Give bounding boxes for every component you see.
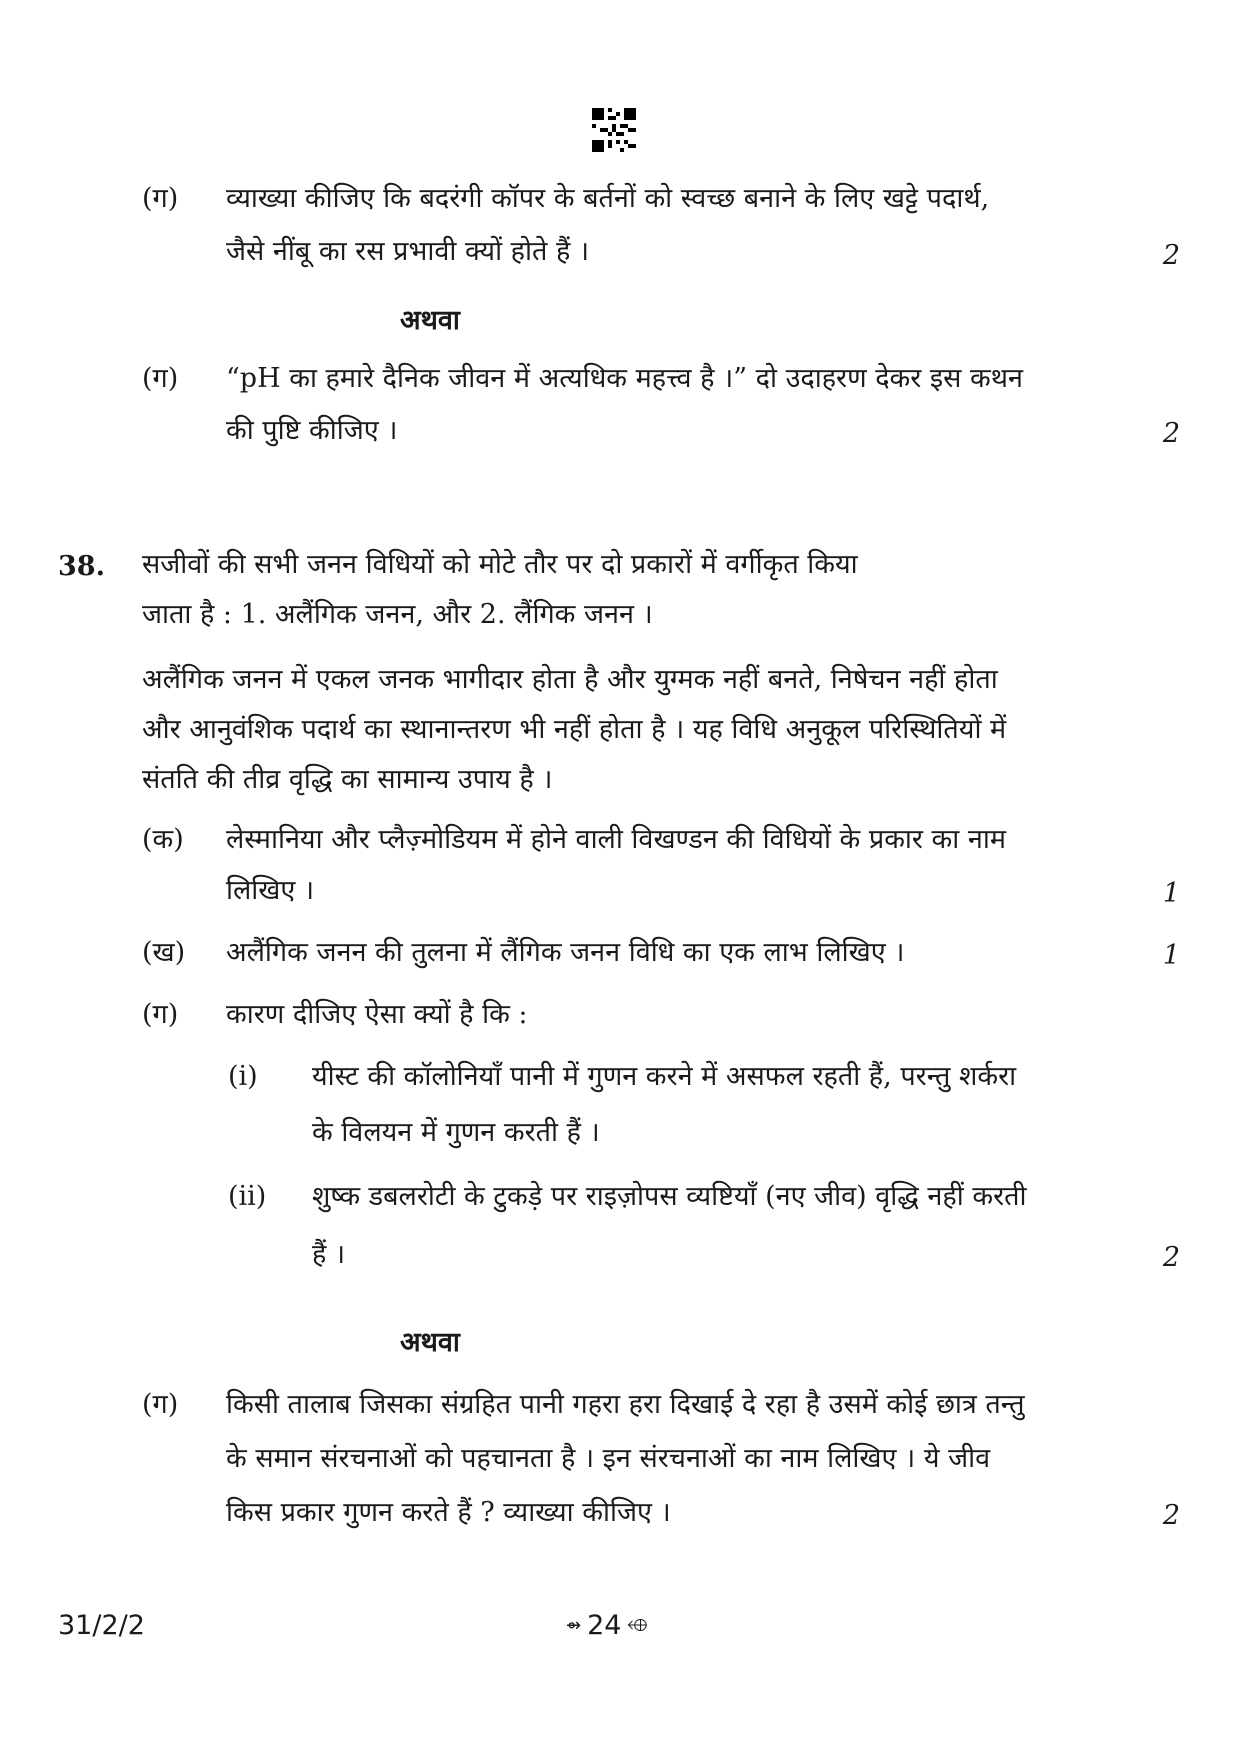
sub-question-label: (ग) [142,999,179,1030]
marks: 2 [1162,1500,1180,1531]
question-text-line: की पुष्टि कीजिए । [226,415,398,446]
or-heading: अथवा [400,305,460,336]
ornament-icon: ⇴ [566,1615,582,1636]
question-number: 38. [58,551,105,582]
page-number: 24 [587,1610,622,1641]
question-text-line: यीस्ट की कॉलोनियाँ पानी में गुणन करने में असफल रहती हैं, परन्तु शर्करा [312,1061,1017,1092]
marks: 2 [1162,418,1180,449]
sub-question-label: (ग) [142,363,179,394]
question-text-line: शुष्क डबलरोटी के टुकड़े पर राइज़ोपस व्यष्टियाँ (नए जीव) वृद्धि नहीं करती [312,1181,1027,1212]
question-text-line: सजीवों की सभी जनन विधियों को मोटे तौर पर दो प्रकारों में वर्गीकृत किया [142,549,858,580]
question-text-line: कारण दीजिए ऐसा क्यों है कि : [226,999,528,1030]
question-text-line: जाता है : 1. अलैंगिक जनन, और 2. लैंगिक जनन । [142,599,653,630]
sub-part-label: (ii) [228,1181,267,1212]
question-text-line: किसी तालाब जिसका संग्रहित पानी गहरा हरा दिखाई दे रहा है उसमें कोई छात्र तन्तु [226,1389,1025,1420]
passage-line: संतति की तीव्र वृद्धि का सामान्य उपाय है । [142,764,553,795]
question-text-line: के समान संरचनाओं को पहचानता है । इन संरचनाओं का नाम लिखिए । ये जीव [226,1443,991,1474]
sub-question-label: (ग) [142,183,179,214]
question-text-line: जैसे नींबू का रस प्रभावी क्यों होते हैं । [226,236,590,267]
marks: 2 [1162,240,1180,271]
paper-code: 31/2/2 [58,1610,145,1641]
sub-question-label: (ग) [142,1389,179,1420]
qr-code-icon [592,108,636,152]
sub-question-label: (क) [142,824,184,855]
marks: 1 [1162,878,1180,909]
question-text-line: “pH का हमारे दैनिक जीवन में अत्यधिक महत्त्व है ।” दो उदाहरण देकर इस कथन [226,363,1023,394]
question-text-line: अलैंगिक जनन की तुलना में लैंगिक जनन विधि का एक लाभ लिखिए । [226,937,905,968]
ornament-icon: ⬲ [627,1615,648,1636]
passage-line: और आनुवंशिक पदार्थ का स्थानान्तरण भी नहीं होता है । यह विधि अनुकूल परिस्थितियों में [142,714,1007,745]
question-text-line: हैं । [312,1239,346,1270]
sub-part-label: (i) [228,1061,258,1092]
sub-question-label: (ख) [142,937,186,968]
question-text-line: के विलयन में गुणन करती हैं । [312,1117,600,1148]
question-text-line: किस प्रकार गुणन करते हैं ? व्याख्या कीजिए । [226,1497,671,1528]
page-number-block [566,1610,647,1641]
question-text-line: लिखिए । [226,875,315,906]
marks: 2 [1162,1242,1180,1273]
question-text-line: लेस्मानिया और प्लैज़्मोडियम में होने वाली विखण्डन की विधियों के प्रकार का नाम [226,824,1006,855]
marks: 1 [1162,940,1180,971]
or-heading: अथवा [400,1327,460,1358]
question-text-line: व्याख्या कीजिए कि बदरंगी कॉपर के बर्तनों को स्वच्छ बनाने के लिए खट्टे पदार्थ, [226,183,990,214]
passage-line: अलैंगिक जनन में एकल जनक भागीदार होता है और युग्मक नहीं बनते, निषेचन नहीं होता [142,664,998,695]
